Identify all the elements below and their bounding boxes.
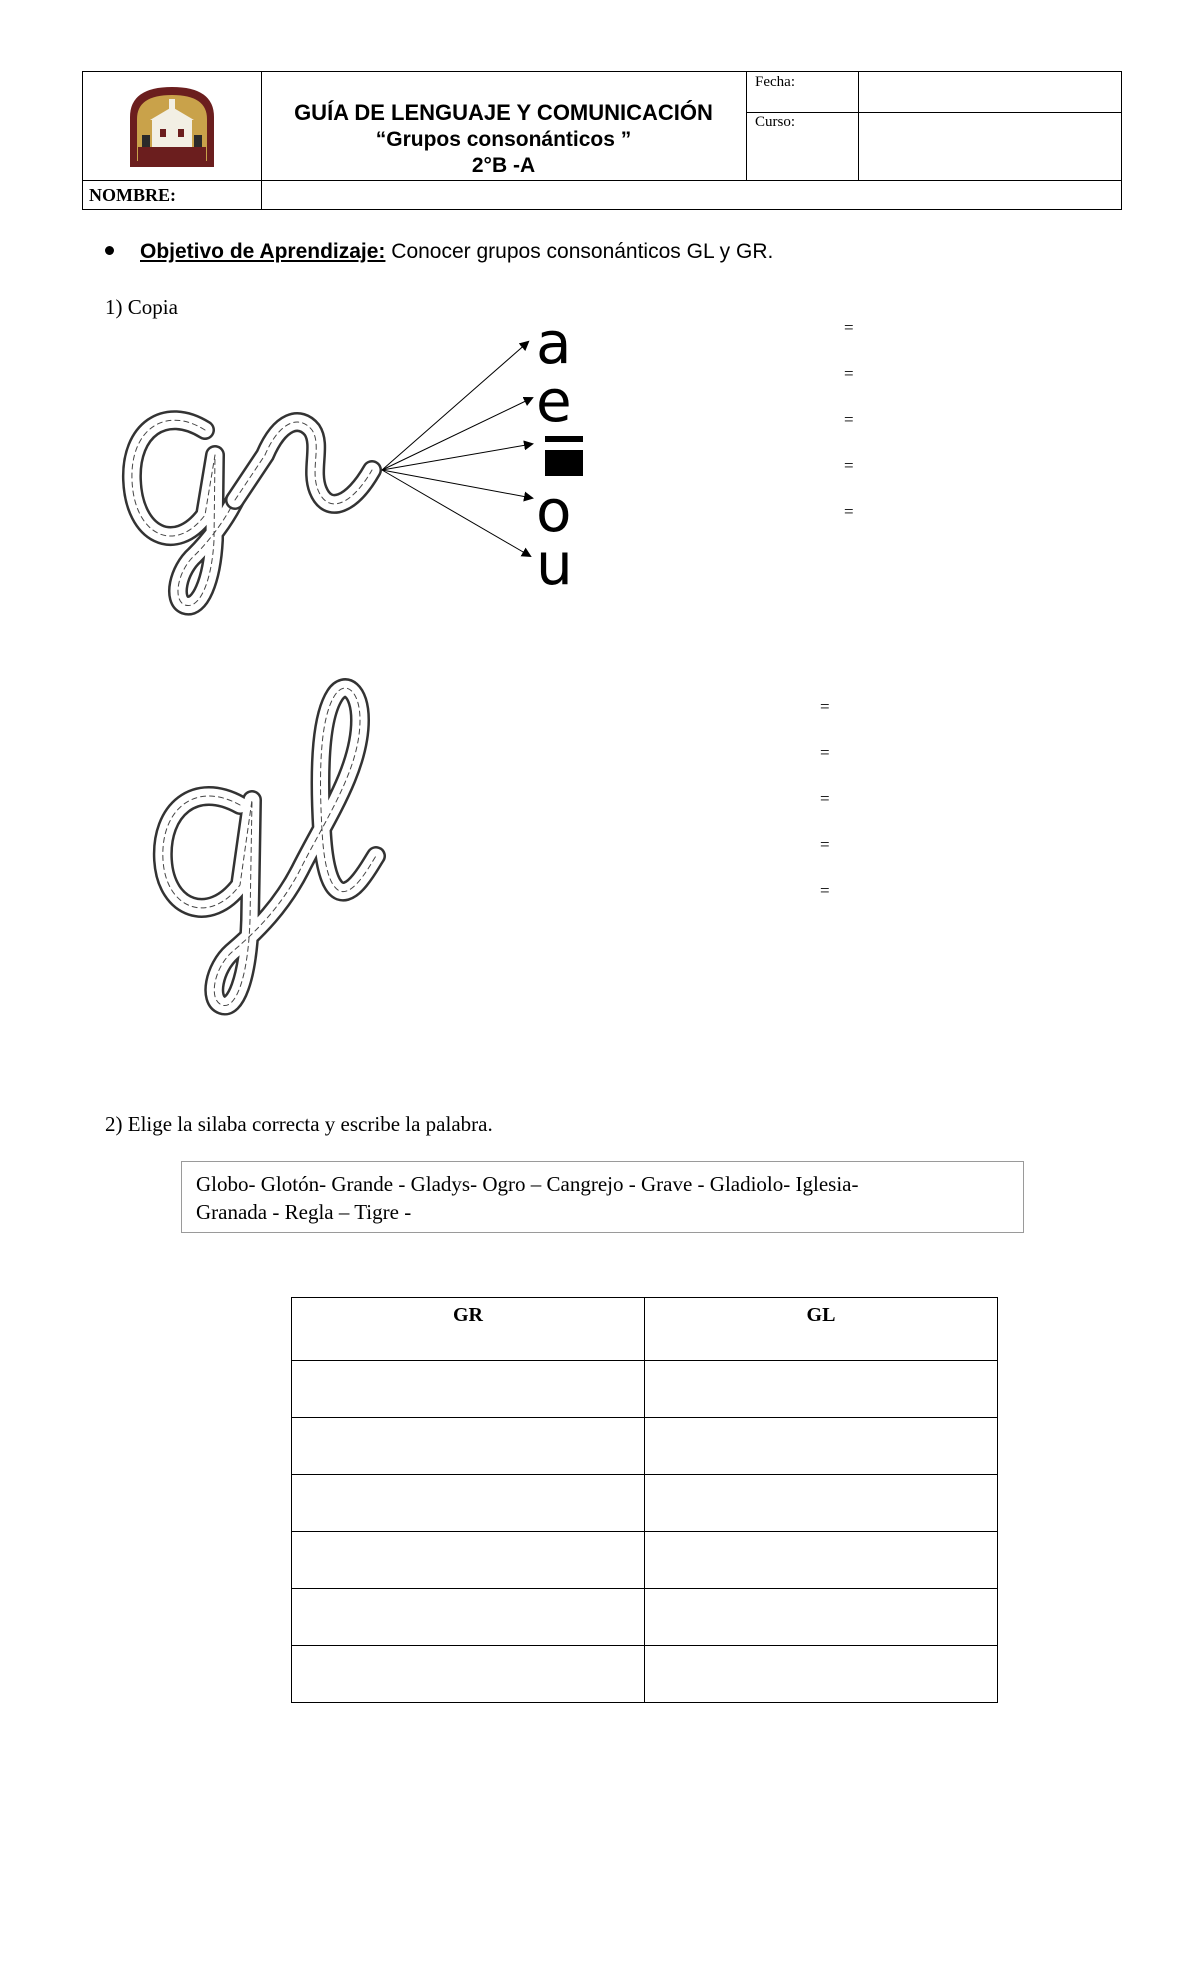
table-row: [292, 1589, 998, 1646]
guide-title: GUÍA DE LENGUAJE Y COMUNICACIÓN: [294, 100, 713, 125]
vowel-u: u: [536, 530, 573, 598]
guide-subtitle: “Grupos consonánticos ”: [375, 128, 632, 151]
column-header-gl: GL: [645, 1298, 998, 1361]
answer-cell-gl[interactable]: [645, 1532, 998, 1589]
answer-cell-gr[interactable]: [292, 1532, 645, 1589]
answer-cell-gl[interactable]: [645, 1418, 998, 1475]
answer-cell-gr[interactable]: [292, 1589, 645, 1646]
gl-equals-4: =: [820, 835, 830, 854]
name-label: NOMBRE:: [89, 185, 176, 205]
answer-table: [291, 1297, 998, 1703]
word-bank: [181, 1161, 1024, 1233]
gl-equals-1: =: [820, 697, 830, 716]
word-bank-line-1: Globo- Glotón- Grande - Gladys- Ogro – Cangrejo - Grave - Gladiolo- Iglesia-: [196, 1172, 859, 1196]
answer-cell-gl[interactable]: [645, 1646, 998, 1703]
word-bank-line-2: Granada - Regla – Tigre -: [196, 1200, 412, 1224]
course-label: Curso:: [755, 114, 796, 130]
gr-equals-1: =: [844, 318, 854, 337]
column-header-gr: GR: [292, 1298, 645, 1361]
vowel-i: [545, 436, 583, 476]
objective-label: Objetivo de Aprendizaje:: [140, 240, 386, 263]
answer-cell-gl[interactable]: [645, 1475, 998, 1532]
course-group: 2°B -A: [471, 154, 536, 177]
table-row: [292, 1532, 998, 1589]
answer-cell-gr[interactable]: [292, 1418, 645, 1475]
answer-cell-gr[interactable]: [292, 1475, 645, 1532]
exercise1-title: 1) Copia: [105, 295, 178, 319]
vowel-o: o: [536, 477, 572, 545]
answer-cell-gr[interactable]: [292, 1646, 645, 1703]
table-row: [292, 1646, 998, 1703]
gr-equals-5: =: [844, 502, 854, 521]
gl-equals-3: =: [820, 789, 830, 808]
objective-text: Conocer grupos consonánticos GL y GR.: [385, 240, 774, 263]
gr-equals-2: =: [844, 364, 854, 383]
table-row: [292, 1475, 998, 1532]
date-label: Fecha:: [755, 74, 795, 90]
exercise2-title: 2) Elige la silaba correcta y escribe la palabra.: [105, 1112, 493, 1136]
table-row: [292, 1418, 998, 1475]
table-row: [292, 1361, 998, 1418]
gl-equals-5: =: [820, 881, 830, 900]
gr-equals-4: =: [844, 456, 854, 475]
answer-cell-gr[interactable]: [292, 1361, 645, 1418]
vowel-a: a: [536, 309, 572, 377]
gr-equals-3: =: [844, 410, 854, 429]
vowel-e: e: [536, 367, 572, 435]
gl-equals-2: =: [820, 743, 830, 762]
answer-cell-gl[interactable]: [645, 1361, 998, 1418]
answer-cell-gl[interactable]: [645, 1589, 998, 1646]
